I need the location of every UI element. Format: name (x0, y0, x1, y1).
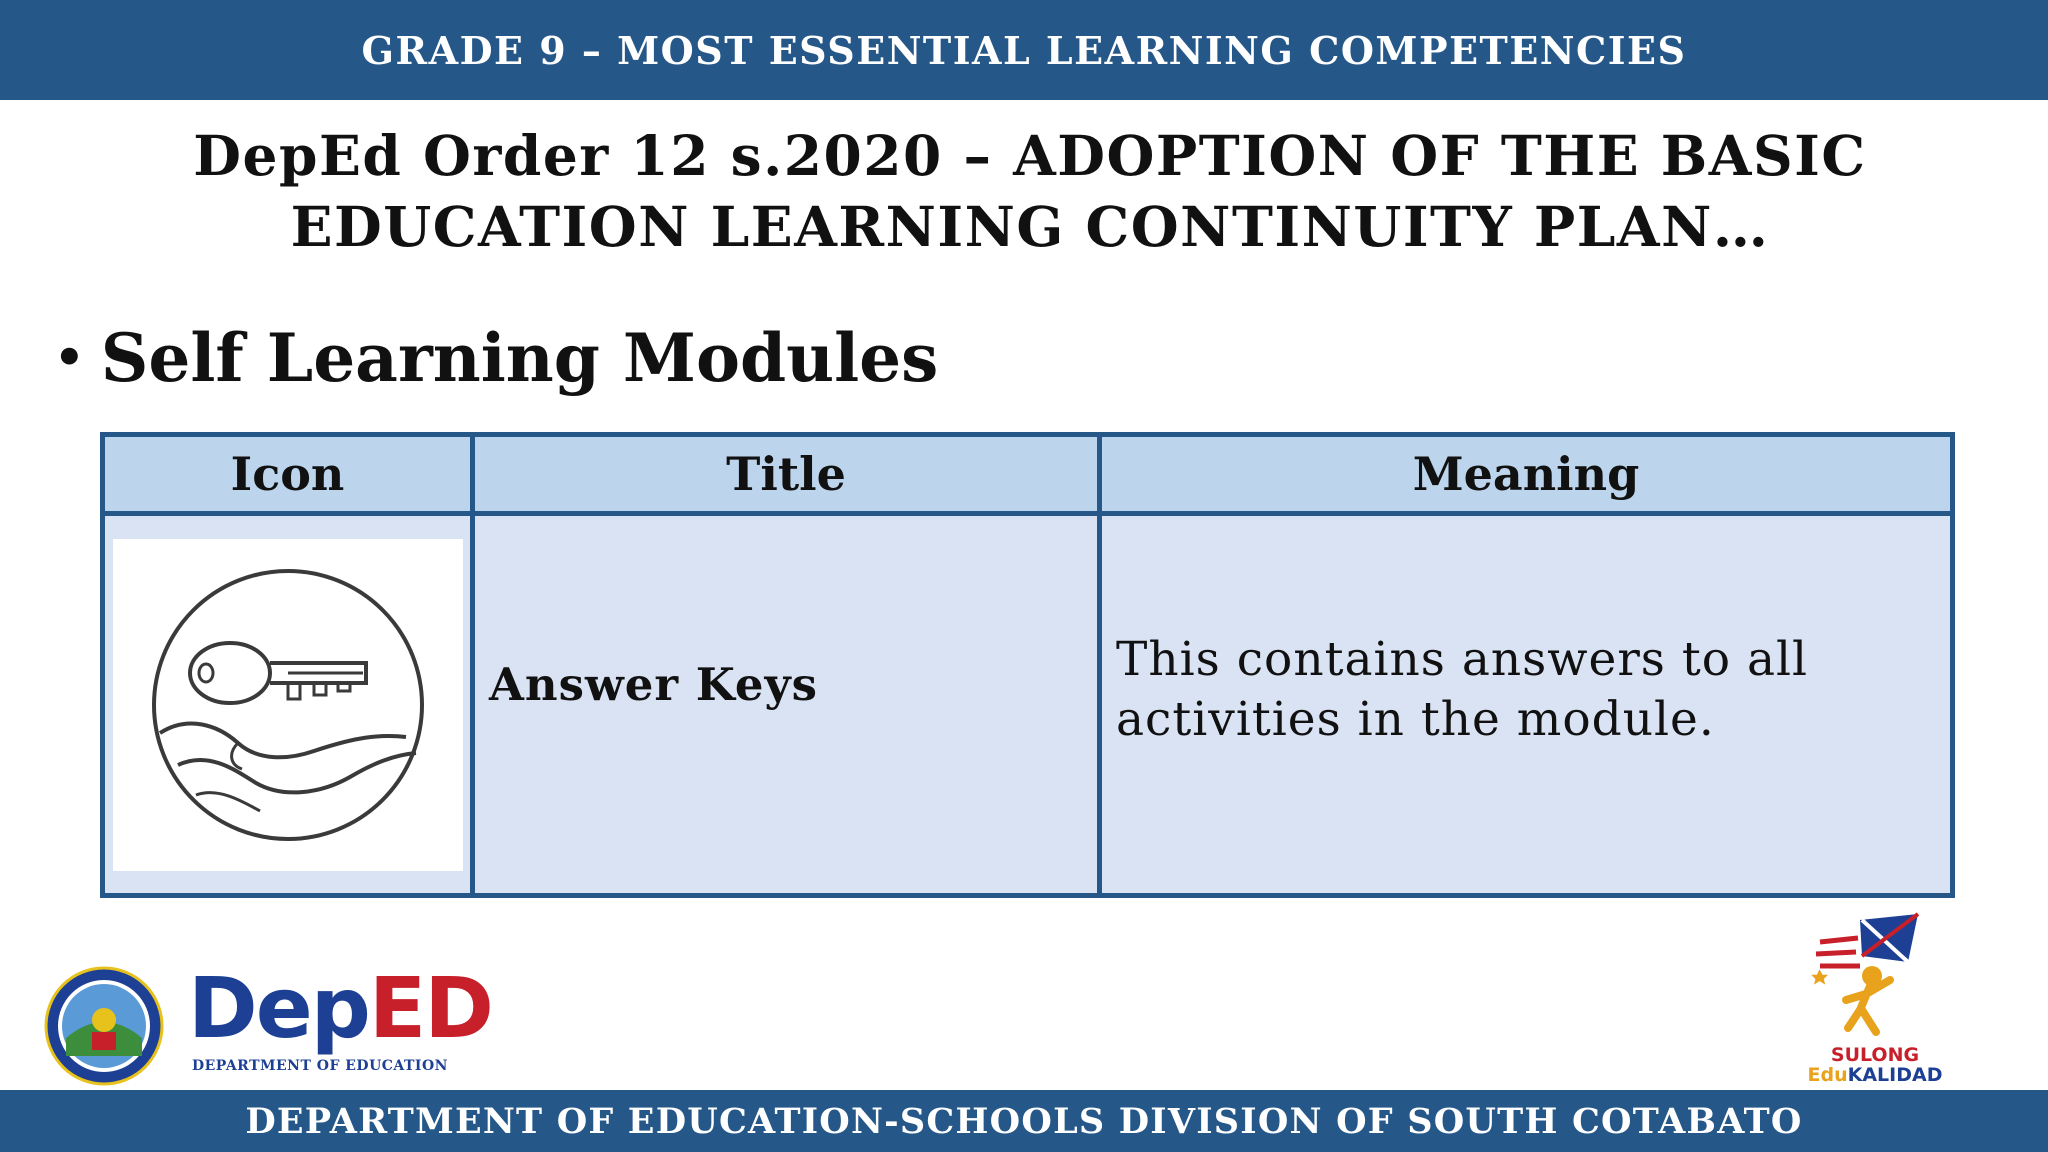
deped-wordmark-dep: Dep (188, 959, 369, 1057)
deped-wordmark (188, 959, 492, 1057)
slide-title-line-1: DepEd Order 12 s.2020 – ADOPTION OF THE BASIC (193, 123, 1867, 188)
slide-title-line-2: EDUCATION LEARNING CONTINUITY PLAN… (290, 194, 1770, 259)
column-header-title: Title (473, 435, 1100, 514)
deped-wordmark-ed: ED (368, 959, 492, 1057)
deped-logo (188, 959, 492, 1082)
edukalidad-edu: Edu (1807, 1064, 1848, 1086)
sulong-edukalidad-logo (1800, 910, 1950, 1085)
row-title: Answer Keys (473, 514, 1100, 896)
header-bar (0, 0, 2048, 100)
column-header-icon: Icon (103, 435, 473, 514)
bullet-item (54, 318, 938, 398)
header-text: GRADE 9 – MOST ESSENTIAL LEARNING COMPETENCIES (361, 27, 1687, 73)
bullet-text: Self Learning Modules (100, 319, 939, 397)
sulong-text: SULONG (1830, 1044, 1920, 1066)
key-in-hand-icon (113, 539, 463, 871)
modules-table (100, 432, 1955, 898)
table-row (103, 514, 1953, 896)
deped-subtitle: DEPARTMENT OF EDUCATION (192, 1058, 448, 1074)
bullet-marker: • (54, 330, 85, 386)
edukalidad-text (1800, 1064, 1950, 1086)
edukalidad-kalidad: KALIDAD (1847, 1064, 1943, 1086)
table-header-row (103, 435, 1953, 514)
row-meaning: This contains answers to all activities in the module. (1100, 514, 1953, 896)
slide-title (120, 120, 1940, 262)
footer-bar (0, 1090, 2048, 1152)
kite-runner-icon (1800, 910, 1950, 1040)
column-header-meaning: Meaning (1100, 435, 1953, 514)
icon-cell (103, 514, 473, 896)
division-seal-logo (44, 966, 164, 1090)
footer-text: DEPARTMENT OF EDUCATION-SCHOOLS DIVISION OF SOUTH COTABATO (245, 1100, 1803, 1142)
